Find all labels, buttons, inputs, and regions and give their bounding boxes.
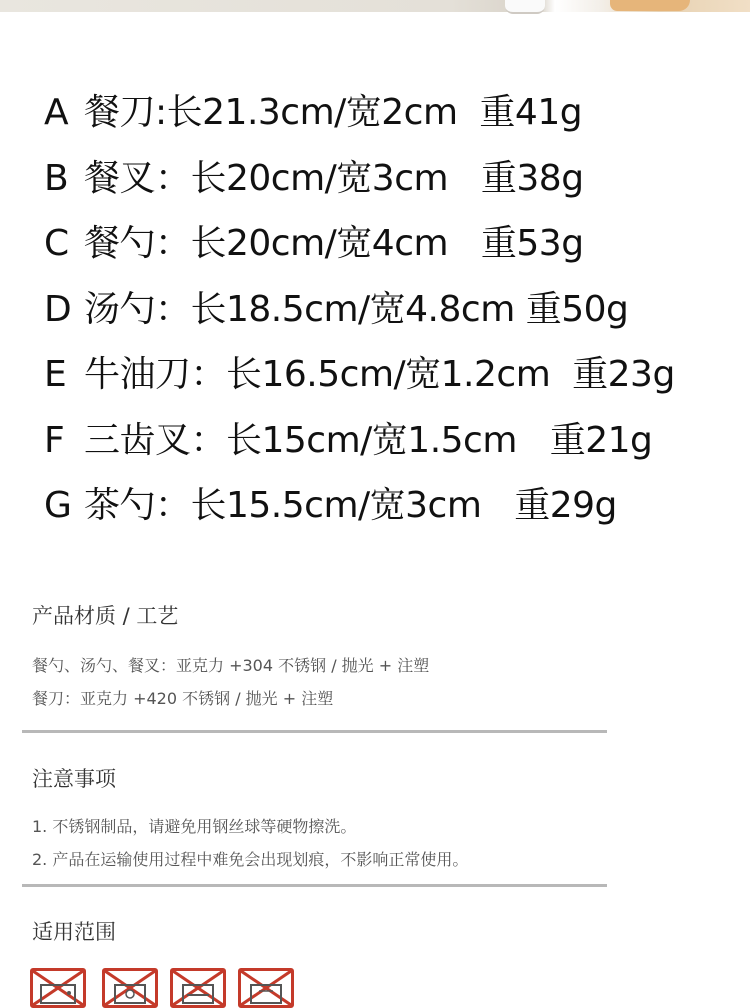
spec-letter: A bbox=[44, 92, 69, 133]
spec-letter: D bbox=[44, 288, 72, 330]
spec-row-d bbox=[44, 284, 675, 350]
cup-image bbox=[505, 0, 545, 14]
divider bbox=[22, 884, 607, 887]
bread-image bbox=[610, 0, 690, 11]
material-title: 产品材质 / 工艺 bbox=[32, 604, 179, 628]
spec-text: 茶勺：长15.5cm/宽3cm 重29g bbox=[84, 485, 617, 526]
material-line: 餐刀：亚克力 +420 不锈钢 / 抛光 + 注塑 bbox=[32, 689, 334, 708]
spec-letter: B bbox=[44, 157, 69, 199]
no-oven-icon bbox=[102, 968, 158, 1008]
no-dishwasher-icon bbox=[170, 968, 226, 1008]
spec-letter: C bbox=[44, 223, 69, 264]
spec-text: 牛油刀：长16.5cm/宽1.2cm 重23g bbox=[84, 354, 675, 395]
spec-row-g bbox=[44, 480, 675, 546]
spec-text: 餐勺：长20cm/宽4cm 重53g bbox=[84, 223, 584, 264]
divider bbox=[22, 730, 607, 733]
product-photo-strip bbox=[0, 0, 750, 12]
spec-row-f bbox=[44, 415, 675, 481]
spec-row-a bbox=[44, 87, 675, 153]
usage-title: 适用范围 bbox=[32, 920, 116, 944]
notes-title: 注意事项 bbox=[32, 767, 116, 791]
spec-text: 汤勺：长18.5cm/宽4.8cm 重50g bbox=[84, 288, 629, 330]
spec-text: 餐叉：长20cm/宽3cm 重38g bbox=[84, 157, 584, 199]
no-sterilizer-icon bbox=[238, 968, 294, 1008]
no-microwave-icon bbox=[30, 968, 86, 1008]
notes-line: 1. 不锈钢制品，请避免用钢丝球等硬物擦洗。 bbox=[32, 817, 357, 836]
spec-letter: F bbox=[44, 419, 65, 461]
spec-list bbox=[44, 87, 675, 546]
material-line: 餐勺、汤勺、餐叉：亚克力 +304 不锈钢 / 抛光 + 注塑 bbox=[32, 656, 430, 675]
spec-text: 餐刀:长21.3cm/宽2cm 重41g bbox=[84, 92, 583, 133]
spec-row-e bbox=[44, 349, 675, 415]
spec-row-b bbox=[44, 153, 675, 219]
spec-text: 三齿叉：长15cm/宽1.5cm 重21g bbox=[84, 419, 653, 461]
spec-letter: E bbox=[44, 354, 67, 395]
spec-letter: G bbox=[44, 485, 72, 526]
notes-line: 2. 产品在运输使用过程中难免会出现划痕，不影响正常使用。 bbox=[32, 850, 469, 869]
spec-row-c bbox=[44, 218, 675, 284]
